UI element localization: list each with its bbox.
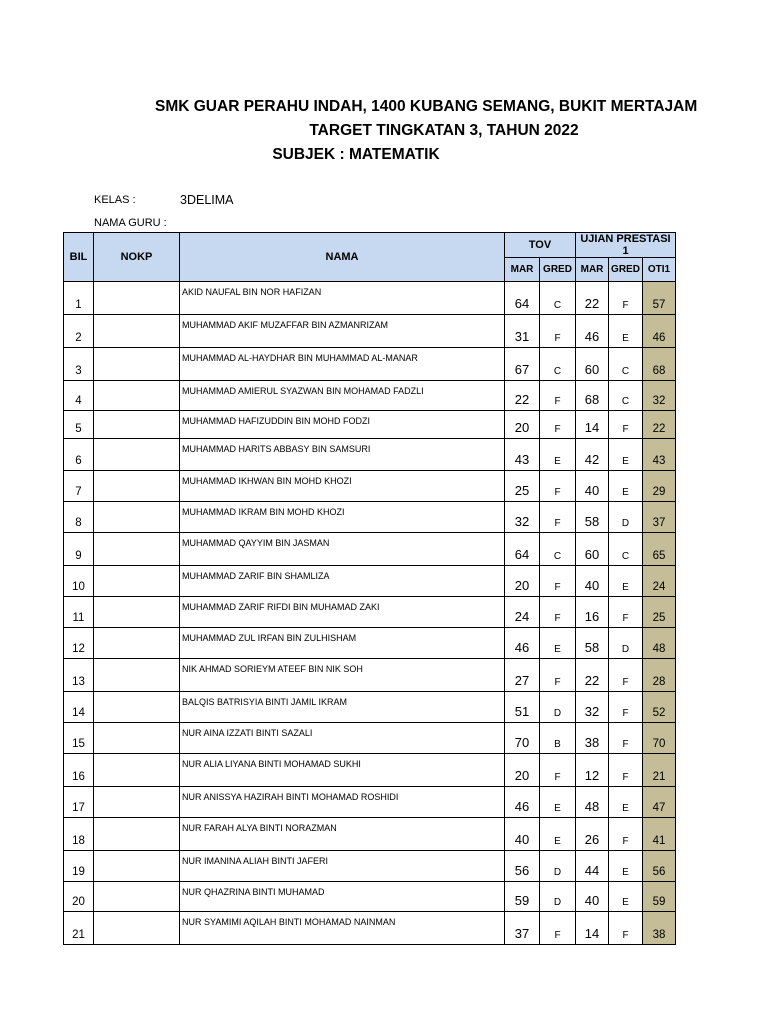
row-nokp	[94, 882, 180, 912]
col-nama-header: NAMA	[180, 233, 505, 282]
row-bil: 3	[64, 348, 94, 381]
row-tov-gred: F	[540, 597, 576, 628]
row-tov-mar: 24	[505, 597, 540, 628]
guru-label: NAMA GURU :	[94, 217, 167, 229]
row-tov-mar: 64	[505, 533, 540, 566]
table-row	[64, 882, 676, 912]
row-oti1: 24	[643, 566, 676, 597]
row-up-mar: 60	[576, 533, 609, 566]
row-up-gred: C	[609, 533, 643, 566]
row-tov-gred: E	[540, 787, 576, 818]
row-tov-gred: F	[540, 502, 576, 533]
row-tov-mar: 25	[505, 471, 540, 502]
row-bil: 2	[64, 315, 94, 348]
table-row	[64, 348, 676, 381]
row-up-mar: 58	[576, 502, 609, 533]
marks-table	[63, 232, 676, 945]
row-nokp	[94, 787, 180, 818]
row-nama: MUHAMMAD QAYYIM BIN JASMAN	[180, 533, 505, 566]
row-up-gred: D	[609, 502, 643, 533]
row-oti1: 37	[643, 502, 676, 533]
row-nama: MUHAMMAD IKRAM BIN MOHD KHOZI	[180, 502, 505, 533]
row-tov-mar: 37	[505, 912, 540, 945]
row-nokp	[94, 411, 180, 439]
row-nokp	[94, 566, 180, 597]
row-nama: NUR ALIA LIYANA BINTI MOHAMAD SUKHI	[180, 754, 505, 787]
row-up-gred: F	[609, 912, 643, 945]
target-title: TARGET TINGKATAN 3, TAHUN 2022	[309, 122, 579, 139]
table-row	[64, 282, 676, 315]
row-up-mar: 16	[576, 597, 609, 628]
row-bil: 6	[64, 439, 94, 471]
row-bil: 14	[64, 692, 94, 723]
table-row	[64, 439, 676, 471]
row-bil: 5	[64, 411, 94, 439]
row-oti1: 52	[643, 692, 676, 723]
row-tov-mar: 20	[505, 566, 540, 597]
row-tov-mar: 22	[505, 381, 540, 411]
row-tov-mar: 43	[505, 439, 540, 471]
row-tov-gred: D	[540, 692, 576, 723]
row-up-gred: F	[609, 754, 643, 787]
row-up-gred: E	[609, 471, 643, 502]
row-nokp	[94, 723, 180, 754]
row-tov-gred: F	[540, 411, 576, 439]
row-oti1: 25	[643, 597, 676, 628]
row-nokp	[94, 502, 180, 533]
row-nokp	[94, 659, 180, 692]
row-nama: NUR FARAH ALYA BINTI NORAZMAN	[180, 818, 505, 851]
row-nokp	[94, 439, 180, 471]
row-tov-mar: 20	[505, 411, 540, 439]
row-bil: 7	[64, 471, 94, 502]
row-tov-gred: F	[540, 381, 576, 411]
row-tov-gred: D	[540, 882, 576, 912]
row-tov-gred: E	[540, 628, 576, 659]
row-tov-mar: 51	[505, 692, 540, 723]
row-oti1: 43	[643, 439, 676, 471]
row-nokp	[94, 692, 180, 723]
row-oti1: 21	[643, 754, 676, 787]
table-row	[64, 754, 676, 787]
row-nokp	[94, 818, 180, 851]
row-tov-mar: 46	[505, 628, 540, 659]
table-row	[64, 471, 676, 502]
row-tov-mar: 31	[505, 315, 540, 348]
row-bil: 16	[64, 754, 94, 787]
row-up-mar: 14	[576, 912, 609, 945]
row-nokp	[94, 533, 180, 566]
row-tov-gred: E	[540, 439, 576, 471]
row-up-mar: 32	[576, 692, 609, 723]
row-nama: MUHAMMAD AMIERUL SYAZWAN BIN MOHAMAD FADZLI	[180, 381, 505, 411]
row-nokp	[94, 348, 180, 381]
row-nama: MUHAMMAD ZARIF RIFDI BIN MUHAMAD ZAKI	[180, 597, 505, 628]
row-tov-gred: C	[540, 282, 576, 315]
table-row	[64, 411, 676, 439]
row-up-mar: 42	[576, 439, 609, 471]
row-tov-mar: 59	[505, 882, 540, 912]
kelas-label: KELAS :	[94, 194, 136, 206]
row-up-mar: 60	[576, 348, 609, 381]
row-oti1: 65	[643, 533, 676, 566]
subject-title: SUBJEK : MATEMATIK	[272, 146, 440, 163]
row-up-mar: 40	[576, 471, 609, 502]
row-nokp	[94, 471, 180, 502]
row-oti1: 57	[643, 282, 676, 315]
row-bil: 4	[64, 381, 94, 411]
row-bil: 10	[64, 566, 94, 597]
row-tov-mar: 67	[505, 348, 540, 381]
kelas-value: 3DELIMA	[180, 193, 234, 207]
row-up-mar: 22	[576, 659, 609, 692]
row-tov-gred: E	[540, 818, 576, 851]
col-bil-header: BIL	[64, 233, 94, 282]
row-tov-gred: F	[540, 912, 576, 945]
row-tov-gred: F	[540, 659, 576, 692]
row-up-mar: 22	[576, 282, 609, 315]
row-tov-gred: C	[540, 533, 576, 566]
row-oti1: 68	[643, 348, 676, 381]
row-bil: 1	[64, 282, 94, 315]
row-bil: 9	[64, 533, 94, 566]
row-oti1: 29	[643, 471, 676, 502]
row-nama: MUHAMMAD HAFIZUDDIN BIN MOHD FODZI	[180, 411, 505, 439]
row-up-mar: 12	[576, 754, 609, 787]
row-oti1: 22	[643, 411, 676, 439]
row-up-mar: 44	[576, 851, 609, 882]
row-tov-mar: 64	[505, 282, 540, 315]
row-up-mar: 14	[576, 411, 609, 439]
row-up-mar: 40	[576, 882, 609, 912]
col-oti1-header: OTI1	[643, 258, 676, 282]
row-nama: MUHAMMAD ZUL IRFAN BIN ZULHISHAM	[180, 628, 505, 659]
row-up-mar: 46	[576, 315, 609, 348]
col-tov-mar-header: MAR	[505, 258, 540, 282]
row-oti1: 38	[643, 912, 676, 945]
row-nama: MUHAMMAD HARITS ABBASY BIN SAMSURI	[180, 439, 505, 471]
row-tov-mar: 40	[505, 818, 540, 851]
row-tov-mar: 46	[505, 787, 540, 818]
table-row	[64, 692, 676, 723]
col-up-mar-header: MAR	[576, 258, 609, 282]
row-oti1: 41	[643, 818, 676, 851]
table-row	[64, 315, 676, 348]
row-oti1: 46	[643, 315, 676, 348]
row-nama: MUHAMMAD AKIF MUZAFFAR BIN AZMANRIZAM	[180, 315, 505, 348]
row-tov-mar: 27	[505, 659, 540, 692]
row-nama: NIK AHMAD SORIEYM ATEEF BIN NIK SOH	[180, 659, 505, 692]
school-title: SMK GUAR PERAHU INDAH, 1400 KUBANG SEMANG, BUKIT MERTAJAM	[155, 98, 698, 115]
row-up-mar: 38	[576, 723, 609, 754]
table-row	[64, 566, 676, 597]
row-oti1: 59	[643, 882, 676, 912]
row-nama: NUR IMANINA ALIAH BINTI JAFERI	[180, 851, 505, 882]
row-up-gred: D	[609, 628, 643, 659]
row-tov-gred: F	[540, 754, 576, 787]
row-nokp	[94, 315, 180, 348]
row-nokp	[94, 912, 180, 945]
row-tov-gred: D	[540, 851, 576, 882]
row-oti1: 47	[643, 787, 676, 818]
row-nama: MUHAMMAD AL-HAYDHAR BIN MUHAMMAD AL-MANAR	[180, 348, 505, 381]
row-nama: NUR QHAZRINA BINTI MUHAMAD	[180, 882, 505, 912]
row-nokp	[94, 381, 180, 411]
row-up-gred: E	[609, 851, 643, 882]
row-up-gred: E	[609, 787, 643, 818]
row-bil: 8	[64, 502, 94, 533]
row-nama: BALQIS BATRISYIA BINTI JAMIL IKRAM	[180, 692, 505, 723]
row-bil: 12	[64, 628, 94, 659]
row-oti1: 56	[643, 851, 676, 882]
row-up-gred: F	[609, 659, 643, 692]
row-up-mar: 58	[576, 628, 609, 659]
table-row	[64, 381, 676, 411]
row-nokp	[94, 597, 180, 628]
row-oti1: 32	[643, 381, 676, 411]
row-tov-gred: F	[540, 566, 576, 597]
row-up-gred: E	[609, 566, 643, 597]
row-bil: 20	[64, 882, 94, 912]
table-row	[64, 628, 676, 659]
row-nokp	[94, 282, 180, 315]
group-tov-header: TOV	[505, 233, 576, 258]
row-tov-mar: 20	[505, 754, 540, 787]
row-bil: 21	[64, 912, 94, 945]
row-up-mar: 48	[576, 787, 609, 818]
table-row	[64, 597, 676, 628]
row-up-gred: C	[609, 381, 643, 411]
row-tov-mar: 56	[505, 851, 540, 882]
table-row	[64, 723, 676, 754]
row-tov-mar: 70	[505, 723, 540, 754]
row-oti1: 28	[643, 659, 676, 692]
row-nokp	[94, 851, 180, 882]
row-up-mar: 40	[576, 566, 609, 597]
table-row	[64, 818, 676, 851]
row-bil: 11	[64, 597, 94, 628]
row-tov-mar: 32	[505, 502, 540, 533]
row-oti1: 70	[643, 723, 676, 754]
row-up-gred: F	[609, 411, 643, 439]
table-row	[64, 787, 676, 818]
row-bil: 18	[64, 818, 94, 851]
col-tov-gred-header: GRED	[540, 258, 576, 282]
row-nama: MUHAMMAD IKHWAN BIN MOHD KHOZI	[180, 471, 505, 502]
row-nama: AKID NAUFAL BIN NOR HAFIZAN	[180, 282, 505, 315]
row-up-mar: 68	[576, 381, 609, 411]
row-tov-gred: F	[540, 315, 576, 348]
row-up-gred: E	[609, 439, 643, 471]
row-nokp	[94, 628, 180, 659]
row-nokp	[94, 754, 180, 787]
row-up-gred: F	[609, 818, 643, 851]
row-up-gred: F	[609, 282, 643, 315]
col-up-gred-header: GRED	[609, 258, 643, 282]
row-tov-gred: B	[540, 723, 576, 754]
row-up-gred: C	[609, 348, 643, 381]
row-bil: 19	[64, 851, 94, 882]
table-row	[64, 502, 676, 533]
row-up-gred: E	[609, 882, 643, 912]
table-row	[64, 912, 676, 945]
col-nokp-header: NOKP	[94, 233, 180, 282]
row-tov-gred: C	[540, 348, 576, 381]
row-tov-gred: F	[540, 471, 576, 502]
row-nama: NUR ANISSYA HAZIRAH BINTI MOHAMAD ROSHIDI	[180, 787, 505, 818]
table-row	[64, 659, 676, 692]
table-row	[64, 851, 676, 882]
row-nama: NUR SYAMIMI AQILAH BINTI MOHAMAD NAINMAN	[180, 912, 505, 945]
row-nama: MUHAMMAD ZARIF BIN SHAMLIZA	[180, 566, 505, 597]
group-up1-header: UJIAN PRESTASI 1	[576, 233, 676, 258]
row-up-gred: F	[609, 692, 643, 723]
row-bil: 13	[64, 659, 94, 692]
row-up-gred: E	[609, 315, 643, 348]
row-oti1: 48	[643, 628, 676, 659]
row-up-mar: 26	[576, 818, 609, 851]
row-nama: NUR AINA IZZATI BINTI SAZALI	[180, 723, 505, 754]
row-up-gred: F	[609, 723, 643, 754]
table-row	[64, 533, 676, 566]
row-bil: 17	[64, 787, 94, 818]
row-up-gred: F	[609, 597, 643, 628]
row-bil: 15	[64, 723, 94, 754]
